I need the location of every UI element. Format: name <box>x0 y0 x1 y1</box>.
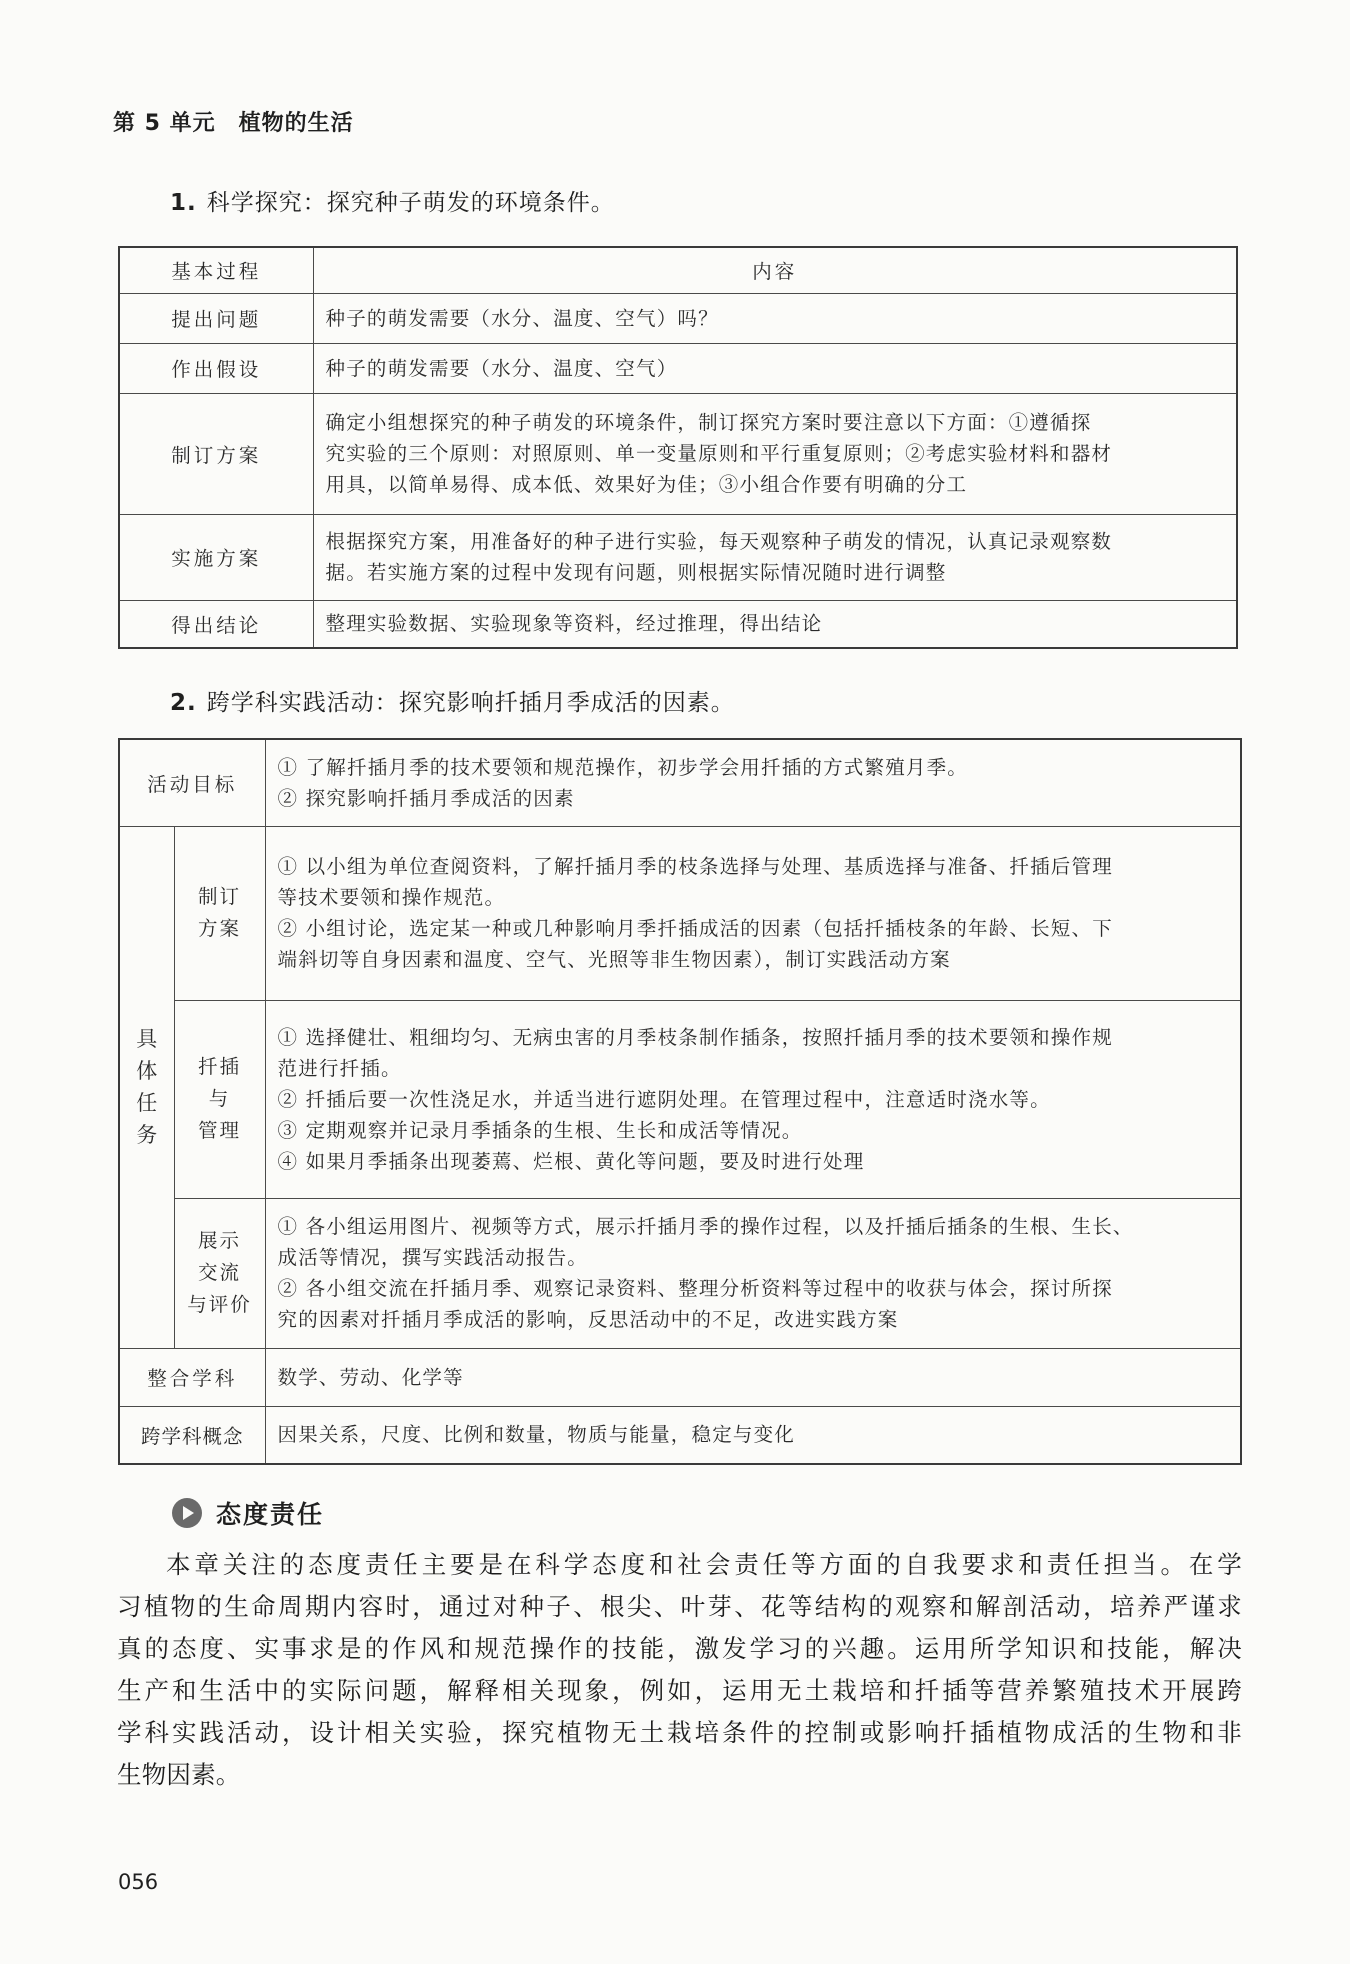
task-line: ① 各小组运用图片、视频等方式，展示扦插月季的操作过程，以及扦插后插条的生根、生长、 <box>277 1215 1134 1238</box>
task-line: 端斜切等自身因素和温度、空气、光照等非生物因素），制订实践活动方案 <box>277 948 951 971</box>
running-header: 第 5 单元 植物的生活 <box>113 111 354 136</box>
page-number: 056 <box>118 1870 159 1894</box>
row-content-line: 据。若实施方案的过程中发现有问题，则根据实际情况随时进行调整 <box>325 561 947 584</box>
paragraph-line: 学科实践活动，设计相关实验，探究植物无土栽培条件的控制或影响扦插植物成活的生物和非 <box>117 1718 1242 1747</box>
task-label-plan: 制订 方案 <box>174 826 265 1000</box>
task-line: 究的因素对扦插月季成活的影响，反思活动中的不足，改进实践方案 <box>277 1308 899 1331</box>
row-content-line: 用具，以简单易得、成本低、效果好为佳；③小组合作要有明确的分工 <box>325 473 968 496</box>
practice-table <box>118 738 1242 1465</box>
task-label-present: 展示 交流 与评价 <box>174 1198 265 1348</box>
table-row <box>119 1000 1241 1198</box>
attitude-heading-text: 态度责任 <box>216 1500 325 1529</box>
table-row <box>119 393 1237 514</box>
table-row <box>119 826 1241 1000</box>
table-header-row <box>119 247 1237 293</box>
tasks-label: 具 体 任 务 <box>119 826 174 1348</box>
paragraph-line: 真的态度、实事求是的作风和规范操作的技能，激发学习的兴趣。运用所学知识和技能，解决 <box>117 1634 1242 1663</box>
table-row <box>119 514 1237 600</box>
task-label-cutting: 扦插 与 管理 <box>174 1000 265 1198</box>
paragraph-line: 本章关注的态度责任主要是在科学态度和社会责任等方面的自我要求和责任担当。在学 <box>166 1550 1242 1579</box>
task-line: ① 选择健壮、粗细均匀、无病虫害的月季枝条制作插条，按照扦插月季的技术要领和操作规 <box>277 1025 1113 1049</box>
goal-label: 活动目标 <box>119 739 265 826</box>
task-line: ③ 定期观察并记录月季插条的生根、生长和成活等情况。 <box>277 1118 803 1142</box>
inquiry-table <box>118 246 1238 649</box>
attitude-heading <box>172 1495 324 1531</box>
row-content-line: 确定小组想探究的种子萌发的环境条件，制订探究方案时要注意以下方面：①遵循探 <box>325 411 1092 434</box>
task-line: ② 各小组交流在扦插月季、观察记录资料、整理分析资料等过程中的收获与体会，探讨所探 <box>277 1277 1113 1300</box>
section-2-title-text: 跨学科实践活动：探究影响扦插月季成活的因素。 <box>206 690 735 716</box>
task-line: 成活等情况，撰写实践活动报告。 <box>277 1246 589 1269</box>
task-line: ② 小组讨论，选定某一种或几种影响月季扦插成活的因素（包括扦插枝条的年龄、长短、下 <box>277 917 1113 940</box>
task-line: ② 扦插后要一次性浇足水，并适当进行遮阴处理。在管理过程中，注意适时浇水等。 <box>277 1087 1051 1111</box>
paragraph-line: 习植物的生命周期内容时，通过对种子、根尖、叶芽、花等结构的观察和解剖活动，培养严谨求 <box>117 1592 1242 1621</box>
row-content-line: 根据探究方案，用准备好的种子进行实验，每天观察种子萌发的情况，认真记录观察数 <box>325 530 1113 553</box>
play-circle-icon <box>172 1498 202 1528</box>
concepts-value: 因果关系，尺度、比例和数量，物质与能量，稳定与变化 <box>277 1423 796 1447</box>
table-row <box>119 293 1237 343</box>
table-row <box>119 739 1241 826</box>
table-row <box>119 1406 1241 1464</box>
section-1-title <box>170 184 615 217</box>
table-row <box>119 343 1237 393</box>
col-header-content: 内容 <box>313 247 1237 293</box>
col-header-process: 基本过程 <box>119 247 313 293</box>
task-line: ④ 如果月季插条出现萎蔫、烂根、黄化等问题，要及时进行处理 <box>277 1149 865 1173</box>
row-content: 种子的萌发需要（水分、温度、空气）吗？ <box>325 306 719 330</box>
table-row <box>119 1348 1241 1406</box>
row-content-line: 究实验的三个原则：对照原则、单一变量原则和平行重复原则；②考虑实验材料和器材 <box>325 442 1113 465</box>
task-line: 等技术要领和操作规范。 <box>277 886 506 909</box>
row-label: 制订方案 <box>119 393 313 514</box>
paragraph-line: 生物因素。 <box>117 1760 241 1789</box>
table-row <box>119 600 1237 648</box>
goal-line: ① 了解扦插月季的技术要领和规范操作，初步学会用扦插的方式繁殖月季。 <box>277 755 968 779</box>
row-label: 实施方案 <box>119 514 313 600</box>
subjects-label: 整合学科 <box>119 1348 265 1406</box>
paragraph-line: 生产和生活中的实际问题，解释相关现象，例如，运用无土栽培和扦插等营养繁殖技术开展跨 <box>117 1676 1242 1705</box>
row-label: 提出问题 <box>119 293 313 343</box>
concepts-label: 跨学科概念 <box>119 1406 265 1464</box>
section-1-number: 1. <box>170 190 197 216</box>
section-2-title <box>170 684 735 717</box>
table-row <box>119 1198 1241 1348</box>
row-label: 得出结论 <box>119 600 313 648</box>
section-1-title-text: 科学探究：探究种子萌发的环境条件。 <box>206 190 615 216</box>
section-2-number: 2. <box>170 690 197 716</box>
subjects-value: 数学、劳动、化学等 <box>277 1365 464 1389</box>
goal-line: ② 探究影响扦插月季成活的因素 <box>277 786 575 810</box>
row-content: 整理实验数据、实验现象等资料，经过推理，得出结论 <box>325 612 823 636</box>
attitude-paragraph <box>117 1544 1242 1796</box>
row-label: 作出假设 <box>119 343 313 393</box>
row-content: 种子的萌发需要（水分、温度、空气） <box>325 356 678 380</box>
task-line: ① 以小组为单位查阅资料，了解扦插月季的枝条选择与处理、基质选择与准备、扦插后管理 <box>277 855 1113 878</box>
task-line: 范进行扦插。 <box>277 1056 402 1080</box>
